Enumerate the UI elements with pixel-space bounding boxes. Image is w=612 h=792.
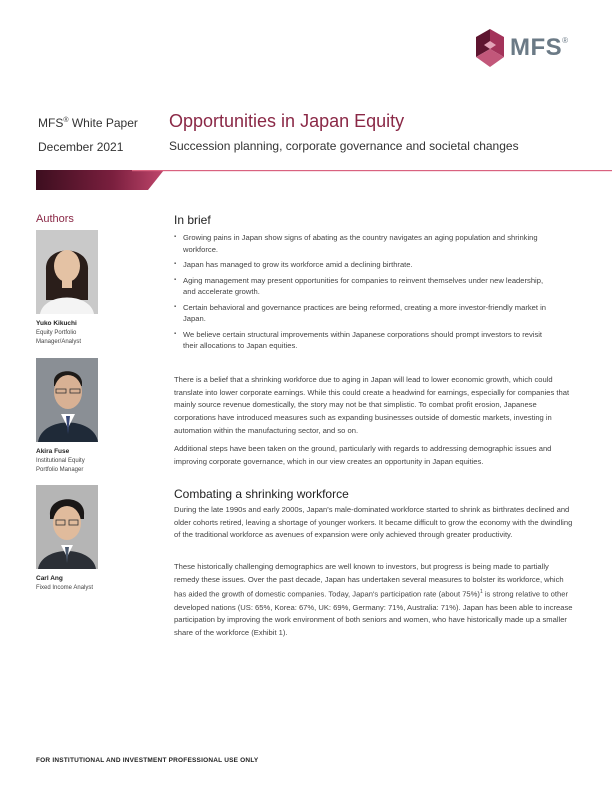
body-paragraph: Additional steps have been taken on the ground, particularly with regards to addressing demographic issues and improving corporate governance, which in our view creates an opportunity in Japan equities. <box>174 444 552 466</box>
author-name: Akira Fuse <box>36 448 70 455</box>
body-paragraph: During the late 1990s and early 2000s, Japan's male-dominated workforce started to shrink as birthrates declined and older cohorts retired, leaving a shortage of younger workers. It became difficult to grow the economy with the dwindling of the traditional workforce as avenues of expansion were only achieved through greater productivity. <box>174 505 573 540</box>
author-role: Institutional Equity Portfolio Manager <box>36 458 85 473</box>
list-item: ▪ We believe certain structural improvements within Japanese corporations should prompt investors to revisit their allocations to Japan equities. <box>174 329 554 352</box>
author-name: Yuko Kikuchi <box>36 320 77 327</box>
logo-wordmark: MFS® <box>510 34 569 61</box>
in-brief-heading: In brief <box>174 213 211 227</box>
author-photo-akira-fuse <box>36 358 98 442</box>
author-role: Equity Portfolio Manager/Analyst <box>36 330 82 345</box>
header-band <box>36 170 612 190</box>
mfs-logo <box>472 27 582 71</box>
footer-disclaimer: FOR INSTITUTIONAL AND INVESTMENT PROFESSIONAL USE ONLY <box>36 757 259 764</box>
author-photo-carl-ang <box>36 485 98 569</box>
authors-heading: Authors <box>36 213 74 225</box>
mfs-logo-mark-icon <box>472 27 508 71</box>
document-series: MFS® White Paper <box>38 116 138 130</box>
section-heading: Combating a shrinking workforce <box>174 487 349 501</box>
list-item: ▪ Japan has managed to grow its workforce amid a declining birthrate. <box>174 259 554 271</box>
body-paragraph: There is a belief that a shrinking workforce due to aging in Japan will lead to lower economic growth, which could translate into lower corporate earnings. While this could create a headwind for earnings, especially for companies that mainly source revenue domestically, the story may not be that simplistic. To combat profit erosion, Japanese corporations have introduced measures such as expanding businesses outside of domestic markets, investing in automation within the manufacturing sector, and so on. <box>174 375 570 435</box>
author-photo-yuko-kikuchi <box>36 230 98 314</box>
body-paragraph: These historically challenging demographics are well known to investors, but progress is being made to partially remedy these issues. Over the past decade, Japan has undertaken several measures to bolster its workforce, which has aided the growth of domestic companies. Today, Japan's participation rate (about 75%)$^1$ is strong relative to other developed nations (US: 65%, Korea: 67%, UK: 69%, Germany: 71%, Australia: 71%). Japan has been able to increase participation by improving the work environment of both seniors and women, who have historically made up a smaller share of the workforce (Exhibit 1). <box>174 562 573 638</box>
page-subtitle: Succession planning, corporate governance and societal changes <box>169 139 519 153</box>
author-name: Carl Ang <box>36 575 63 582</box>
document-date: December 2021 <box>38 140 124 154</box>
list-item: ▪ Aging management may present opportunities for companies to reinvent themselves under new leadership, and accelerate growth. <box>174 275 554 298</box>
list-item: ▪ Certain behavioral and governance practices are being reformed, creating a more investor-friendly market in Japan. <box>174 302 554 325</box>
in-brief-list <box>174 232 554 356</box>
list-item: ▪ Growing pains in Japan show signs of abating as the country navigates an aging population and shrinking workforce. <box>174 232 554 255</box>
footnote-ref[interactable]: 1 <box>479 589 483 596</box>
author-role: Fixed Income Analyst <box>36 585 94 591</box>
page-title: Opportunities in Japan Equity <box>169 111 405 131</box>
